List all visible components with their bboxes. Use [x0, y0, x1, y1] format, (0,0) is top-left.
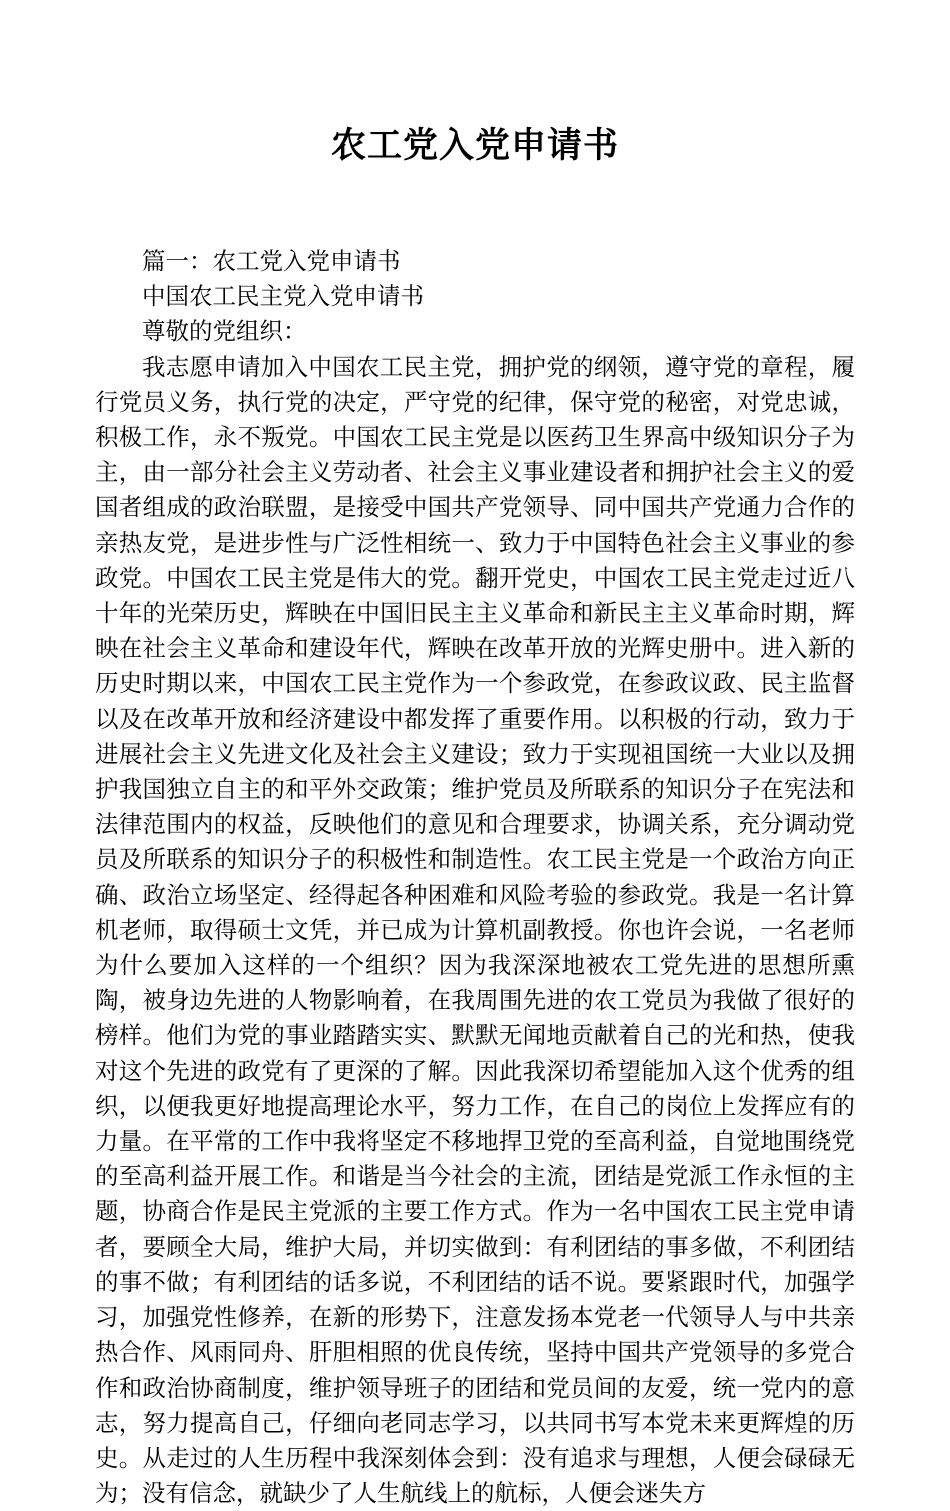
body-paragraph: 我志愿申请加入中国农工民主党，拥护党的纲领，遵守党的章程，履行党员义务，执行党的决定，严守党的纪律，保守党的秘密，对党忠诚，积极工作，永不叛党。中国农工民主党是以医药卫生界高中级知识分子为主，由一部分社会主义劳动者、社会主义事业建设者和拥护社会主义的爱国者组成的政治联盟，是接受中国共产党领导、同中国共产党通力合作的亲热友党，是进步性与广泛性相统一、致力于中国特色社会主义事业的参政党。中国农工民主党是伟大的党。翻开党史，中国农工民主党走过近八十年的光荣历史，辉映在中国旧民主主义革命和新民主主义革命时期，辉映在社会主义革命和建设年代，辉映在改革开放的光辉史册中。进入新的历史时期以来，中国农工民主党作为一个参政党，在参政议政、民主监督以及在改革开放和经济建设中都发挥了重要作用。以积极的行动，致力于进展社会主义先进文化及社会主义建设；致力于实现祖国统一大业以及拥护我国独立自主的和平外交政策；维护党员及所联系的知识分子在宪法和法律范围内的权益，反映他们的意见和合理要求，协调关系，充分调动党员及所联系的知识分子的积极性和制造性。农工民主党是一个政治方向正确、政治立场坚定、经得起各种困难和风险考验的参政党。我是一名计算机老师，取得硕士文凭，并已成为计算机副教授。你也许会说，一名老师为什么要加入这样的一个组织？因为我深深地被农工党先进的思想所熏陶，被身边先进的人物影响着，在我周围先进的农工党员为我做了很好的榜样。他们为党的事业踏踏实实、默默无闻地贡献着自己的光和热，使我对这个先进的政党有了更深的了解。因此我深切希望能加入这个优秀的组织，以便我更好地提高理论水平，努力工作，在自己的岗位上发挥应有的力量。在平常的工作中我将坚定不移地捍卫党的至高利益，自觉地围绕党的至高利益开展工作。和谐是当今社会的主流，团结是党派工作永恒的主题，协商合作是民主党派的主要工作方式。作为一名中国农工民主党申请者，要顾全大局，维护大局，并切实做到：有利团结的事多做，不利团结的事不做；有利团结的话多说，不利团结的话不说。要紧跟时代，加强学习，加强党性修养，在新的形势下，注意发扬本党老一代领导人与中共亲热合作、风雨同舟、肝胆相照的优良传统，坚持中国共产党领导的多党合作和政治协商制度，维护领导班子的团结和党员间的友爱，统一党内的意志，努力提高自己，仔细向老同志学习，以共同书写本党未来更辉煌的历史。从走过的人生历程中我深刻体会到：没有追求与理想，人便会碌碌无为；没有信念，就缺少了人生航线上的航标，人便会迷失方 [95, 352, 855, 1508]
body-line-2: 中国农工民主党入党申请书 [142, 282, 424, 311]
salutation-line: 尊敬的党组织： [142, 317, 307, 346]
document-body [95, 168, 855, 1511]
page-title: 农工党入党申请书 [330, 126, 619, 166]
body-line-1: 篇一：农工党入党申请书 [142, 247, 401, 275]
